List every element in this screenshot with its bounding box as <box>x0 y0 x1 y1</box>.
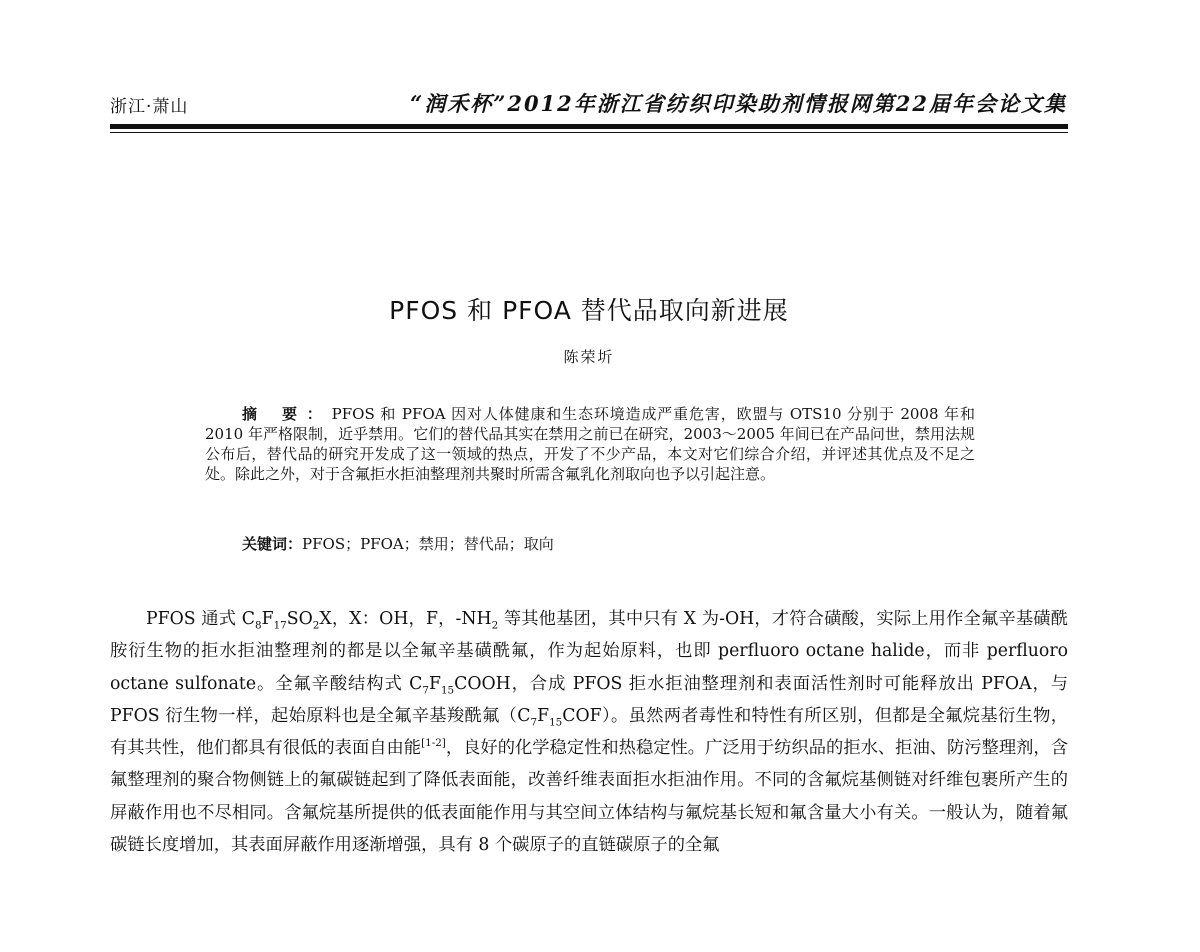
text-run: F <box>428 673 441 694</box>
header-rule-thin <box>110 132 1068 133</box>
subscript: 15 <box>440 684 455 697</box>
running-header-right: “润禾杯”2012年浙江省纺织印染助剂情报网第22届年会论文集 <box>410 91 1067 116</box>
text-run: 等其他基团，其中只有 X 为-OH，才符合磺酸，实际上用作全氟辛基磺酰胺衍生物的拒水拒油整理剂的都是以全氟辛基磺酰氟，作为起始原料，也即 perfluoro octane halide，而非 perfluoro octane sulfonate。全氟辛酸结构式 C <box>110 609 1068 694</box>
keywords-text: PFOS；PFOA；禁用；替代品；取向 <box>302 535 554 553</box>
text-run: F <box>261 609 274 629</box>
text-run: COF）。虽然两者毒性和特性有所区别，但都是全氟烷基衍生物，有其共性，他们都具有很低的表面自由能 <box>110 705 1068 759</box>
paper-author: 陈荣圻 <box>563 348 615 366</box>
keywords <box>242 534 554 554</box>
abstract-label: 摘 要： <box>242 405 332 423</box>
citation-ref: [1-2] <box>421 737 446 750</box>
text-run: F <box>537 705 550 726</box>
subscript: 7 <box>530 716 538 729</box>
subscript: 8 <box>255 619 262 632</box>
keywords-label: 关键词： <box>242 535 303 553</box>
running-header-left: 浙江·萧山 <box>110 97 189 117</box>
body-paragraph <box>110 603 1068 861</box>
subscript: 7 <box>422 684 429 697</box>
text-run: COOH，合成 PFOS 拒水拒油整理剂和表面活性剂时可能释放出 PFOA，与 PFOS 衍生物一样，起始原料也是全氟辛基羧酰氟（C <box>110 673 1069 726</box>
subscript: 15 <box>549 716 563 729</box>
abstract-text: PFOS 和 PFOA 因对人体健康和生态环境造成严重危害，欧盟与 OTS10 分别于 2008 年和 2010 年严格限制，近乎禁用。它们的替代品其实在禁用之前已在研究，2003～2005 年间已在产品问世，禁用法规公布后，替代品的研究开发成了这一领域的热点，开发了不少产品，本文对它们综合介绍，并评述其优点及不足之处。除此之外，对于含氟拒水拒油整理剂共聚时所需含氟乳化剂取向也予以引起注意。 <box>205 405 975 483</box>
subscript: 2 <box>312 619 320 632</box>
text-run: PFOS 通式 C <box>146 609 255 629</box>
subscript: 2 <box>491 619 499 632</box>
paper-title: PFOS 和 PFOA 替代品取向新进展 <box>389 296 789 325</box>
subscript: 17 <box>273 619 287 632</box>
text-run: SO <box>286 609 313 629</box>
text-run: ，良好的化学稳定性和热稳定性。广泛用于纺织品的拒水、拒油、防污整理剂，含氟整理剂的聚合物侧链上的氟碳链起到了降低表面能，改善纤维表面拒水拒油作用。不同的含氟烷基侧链对纤维包裹所产生的屏蔽作用也不尽相同。含氟烷基所提供的低表面能作用与其空间立体结构与氟烷基长短和氟含量大小有关。一般认为，随着氟碳链长度增加，其表面屏蔽作用逐渐增强，具有 8 个碳原子的直链碳原子的全氟 <box>110 738 1068 856</box>
text-run: X，X：OH，F，-NH <box>319 609 492 629</box>
header-rule-thick <box>110 124 1068 129</box>
abstract <box>205 404 975 484</box>
